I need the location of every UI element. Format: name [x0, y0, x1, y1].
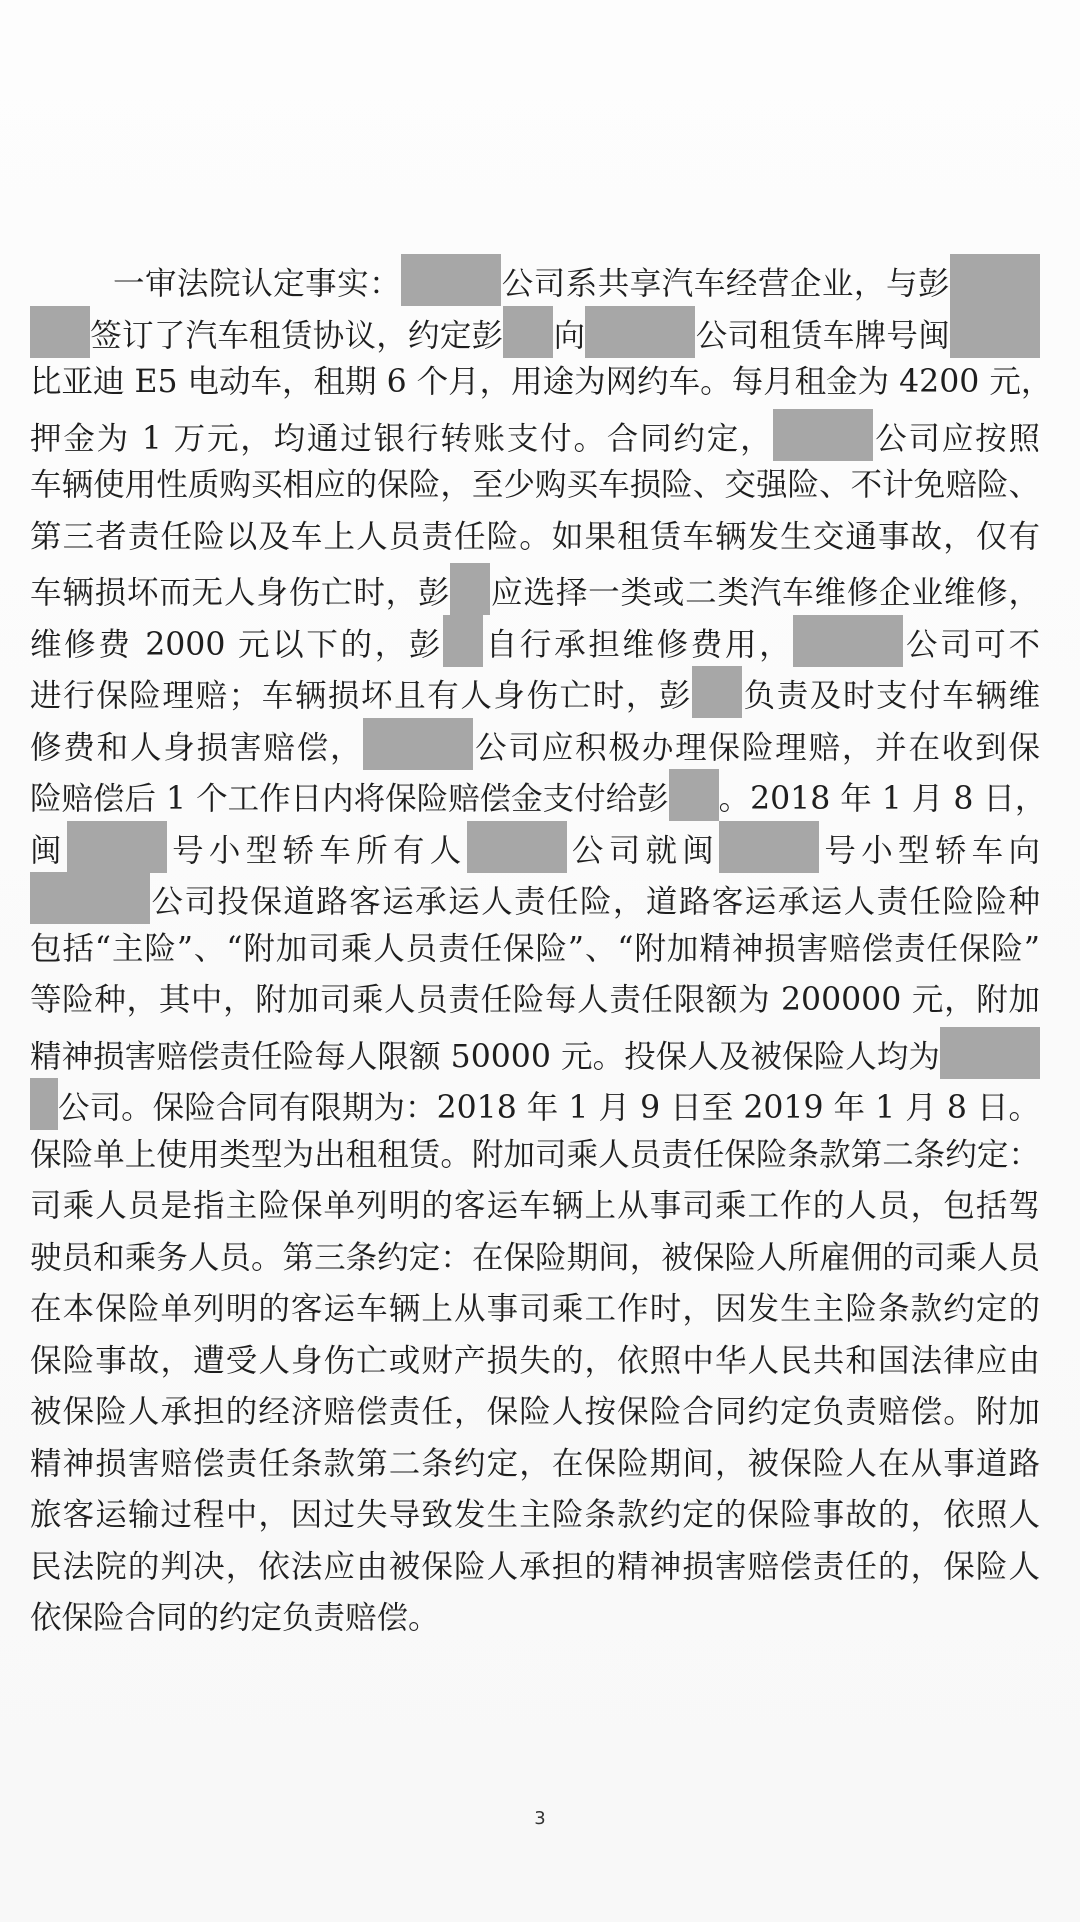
text-line: 驶员和乘务人员。第三条约定：在保险期间，被保险人所雇佣的司乘人员: [30, 1239, 1040, 1276]
redaction-box: [30, 306, 90, 358]
text-line: 维修费 2000 元以下的，彭 自行承担维修费用， 公司可不: [30, 615, 1040, 667]
redaction-box: [585, 306, 695, 358]
text-line: 民法院的判决，依法应由被保险人承担的精神损害赔偿责任的，保险人: [30, 1548, 1040, 1585]
redaction-box: [692, 666, 742, 718]
text-line: 车辆损坏而无人身伤亡时，彭 应选择一类或二类汽车维修企业维修，: [30, 563, 1040, 615]
redaction-box: [467, 821, 567, 873]
text-line: 旅客运输过程中，因过失导致发生主险条款约定的保险事故的，依照人: [30, 1497, 1040, 1533]
redaction-box: [503, 306, 553, 358]
redaction-box: [669, 769, 719, 821]
redaction-box: [793, 615, 903, 667]
text-line: 公司投保道路客运承运人责任险，道路客运承运人责任险险种: [30, 872, 1040, 924]
text-line: 签订了汽车租赁协议，约定彭 向 公司租赁车牌号闽: [30, 306, 1040, 358]
redaction-box: [67, 821, 167, 873]
text-line: 修费和人身损害赔偿， 公司应积极办理保险理赔，并在收到保: [30, 718, 1040, 770]
redaction-box: [719, 821, 819, 873]
text-line: 车辆使用性质购买相应的保险，至少购买车损险、交强险、不计免赔险、: [30, 467, 1040, 503]
redaction-box: [30, 872, 150, 924]
text-line: 险赔偿后 1 个工作日内将保险赔偿金支付给彭 。2018 年 1 月 8 日，: [30, 769, 1040, 821]
redaction-box: [363, 718, 473, 770]
text-line: 公司。保险合同有限期为：2018 年 1 月 9 日至 2019 年 1 月 8 日。: [30, 1078, 1040, 1130]
redaction-box: [950, 254, 1040, 306]
redaction-box: [450, 563, 490, 615]
redaction-box: [940, 1027, 1040, 1079]
text-line: 保险单上使用类型为出租租赁。附加司乘人员责任保险条款第二条约定：: [30, 1136, 1040, 1173]
text-line: 闽 号小型轿车所有人 公司就闽 号小型轿车向: [30, 821, 1040, 873]
text-line: 保险事故，遭受人身伤亡或财产损失的，依照中华人民共和国法律应由: [30, 1342, 1040, 1379]
text-line: 在本保险单列明的客运车辆上从事司乘工作时，因发生主险条款约定的: [30, 1291, 1040, 1327]
text-line: 等险种，其中，附加司乘人员责任险每人责任限额为 200000 元，附加: [30, 982, 1040, 1018]
text-line: 比亚迪 E5 电动车，租期 6 个月，用途为网约车。每月租金为 4200 元，: [30, 364, 1053, 400]
text-line: 被保险人承担的经济赔偿责任，保险人按保险合同约定负责赔偿。附加: [30, 1394, 1040, 1430]
redaction-box: [950, 306, 1040, 358]
text-line: 精神损害赔偿责任条款第二条约定，在保险期间，被保险人在从事道路: [30, 1445, 1040, 1482]
text-line: 司乘人员是指主险保单列明的客运车辆上从事司乘工作的人员，包括驾: [30, 1188, 1040, 1224]
text-line: 精神损害赔偿责任险每人限额 50000 元。投保人及被保险人均为: [30, 1027, 1040, 1079]
page-number: 3: [534, 1808, 546, 1829]
text-line: 包括“主险”、“附加司乘人员责任保险”、“附加精神损害赔偿责任保险”: [30, 930, 1040, 967]
redaction-box: [773, 409, 873, 461]
court-facts-paragraph: [30, 254, 1053, 1645]
text-line: 一审法院认定事实： 公司系共享汽车经营企业，与彭: [30, 254, 1040, 306]
redaction-box: [443, 615, 483, 667]
redaction-box: [30, 1078, 58, 1130]
text-line: 进行保险理赔；车辆损坏且有人身伤亡时，彭 负责及时支付车辆维: [30, 666, 1040, 718]
text-line: 依保险合同的约定负责赔偿。: [30, 1600, 440, 1636]
text-line: 第三者责任险以及车上人员责任险。如果租赁车辆发生交通事故，仅有: [30, 518, 1040, 555]
text-line: 押金为 1 万元，均通过银行转账支付。合同约定， 公司应按照: [30, 409, 1040, 461]
redaction-box: [401, 254, 501, 306]
